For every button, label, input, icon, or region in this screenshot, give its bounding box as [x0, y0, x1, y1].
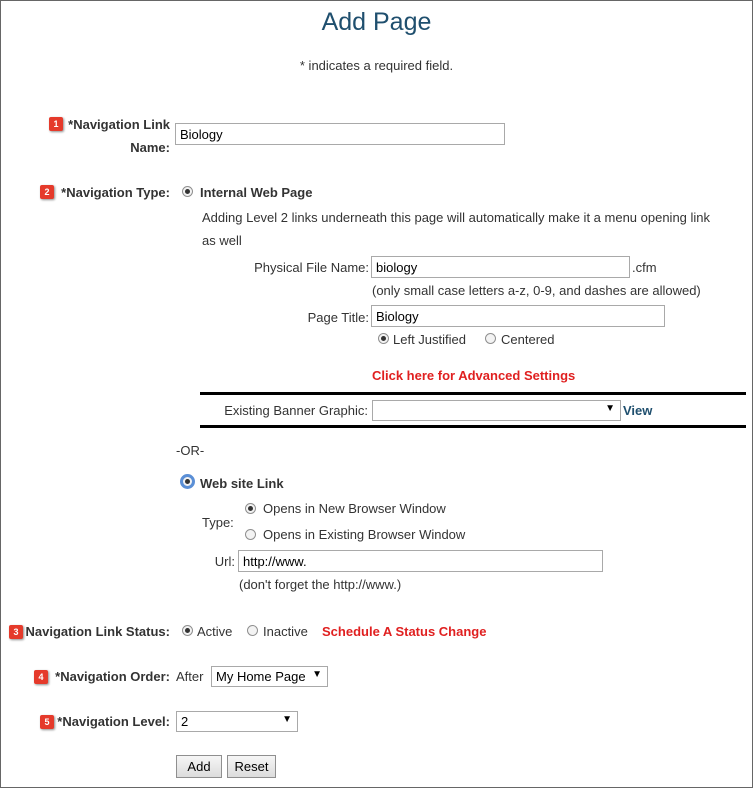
url-hint: (don't forget the http://www.) — [239, 577, 402, 592]
internal-web-page-label: Internal Web Page — [200, 185, 313, 200]
centered-label: Centered — [501, 332, 555, 347]
or-divider: -OR- — [176, 443, 205, 458]
page-title-input[interactable]: Biology — [371, 305, 665, 327]
nav-link-name-input[interactable]: Biology — [175, 123, 505, 145]
url-label: Url: — [214, 554, 235, 569]
website-link-label: Web site Link — [200, 476, 284, 491]
page-title-label: Page Title: — [307, 310, 369, 325]
step-badge-3: 3 — [9, 625, 23, 639]
file-name-label: Physical File Name: — [254, 260, 369, 275]
url-input[interactable]: http://www. — [238, 550, 603, 572]
opens-existing-window-label: Opens in Existing Browser Window — [263, 527, 466, 542]
step-badge-5: 5 — [40, 715, 54, 729]
status-active-radio[interactable] — [182, 625, 193, 636]
nav-level-select[interactable] — [176, 711, 298, 732]
chevron-down-icon: ▼ — [605, 403, 615, 414]
banner-bottom-rule — [200, 425, 746, 428]
nav-order-prefix: After — [176, 669, 204, 684]
schedule-status-change-link[interactable]: Schedule A Status Change — [322, 624, 487, 639]
step-badge-2: 2 — [40, 185, 54, 199]
banner-top-rule — [200, 392, 746, 395]
reset-button[interactable]: Reset — [227, 755, 276, 778]
nav-type-label: *Navigation Type: — [61, 185, 170, 200]
add-button[interactable]: Add — [176, 755, 222, 778]
status-label: Navigation Link Status: — [25, 624, 170, 639]
status-inactive-radio[interactable] — [247, 625, 258, 636]
opens-new-window-label: Opens in New Browser Window — [263, 501, 446, 516]
nav-order-value: My Home Page — [216, 669, 306, 684]
left-justified-radio[interactable] — [378, 333, 389, 344]
chevron-down-icon: ▼ — [312, 669, 322, 680]
nav-level-value: 2 — [181, 714, 189, 729]
file-name-hint: (only small case letters a-z, 0-9, and dashes are allowed) — [372, 283, 701, 298]
status-inactive-label: Inactive — [263, 624, 308, 639]
website-link-radio[interactable] — [182, 476, 193, 487]
required-note: * indicates a required field. — [299, 58, 454, 73]
link-type-label: Type: — [202, 515, 234, 530]
banner-select[interactable] — [372, 400, 621, 421]
opens-new-window-radio[interactable] — [245, 503, 256, 514]
nav-level-label: *Navigation Level: — [57, 714, 170, 729]
file-ext-label: .cfm — [632, 260, 657, 275]
step-badge-4: 4 — [34, 670, 48, 684]
status-active-label: Active — [197, 624, 233, 639]
banner-label: Existing Banner Graphic: — [224, 403, 368, 418]
internal-note-line1: Adding Level 2 links underneath this page will automatically make it a menu opening link — [202, 210, 711, 225]
opens-existing-window-radio[interactable] — [245, 529, 256, 540]
nav-link-name-label-1: *Navigation Link — [68, 117, 170, 132]
nav-order-label: *Navigation Order: — [55, 669, 170, 684]
step-badge-1: 1 — [49, 117, 63, 131]
page-title: Add Page — [321, 8, 432, 36]
internal-note-line2: as well — [202, 233, 242, 248]
left-justified-label: Left Justified — [393, 332, 466, 347]
chevron-down-icon: ▼ — [282, 714, 292, 725]
nav-link-name-label-2: Name: — [130, 140, 170, 155]
advanced-settings-link[interactable]: Click here for Advanced Settings — [372, 368, 576, 383]
centered-radio[interactable] — [485, 333, 496, 344]
nav-order-select[interactable] — [211, 666, 328, 687]
file-name-input[interactable]: biology — [371, 256, 630, 278]
internal-web-page-radio[interactable] — [182, 186, 193, 197]
banner-view-link[interactable]: View — [623, 403, 653, 418]
